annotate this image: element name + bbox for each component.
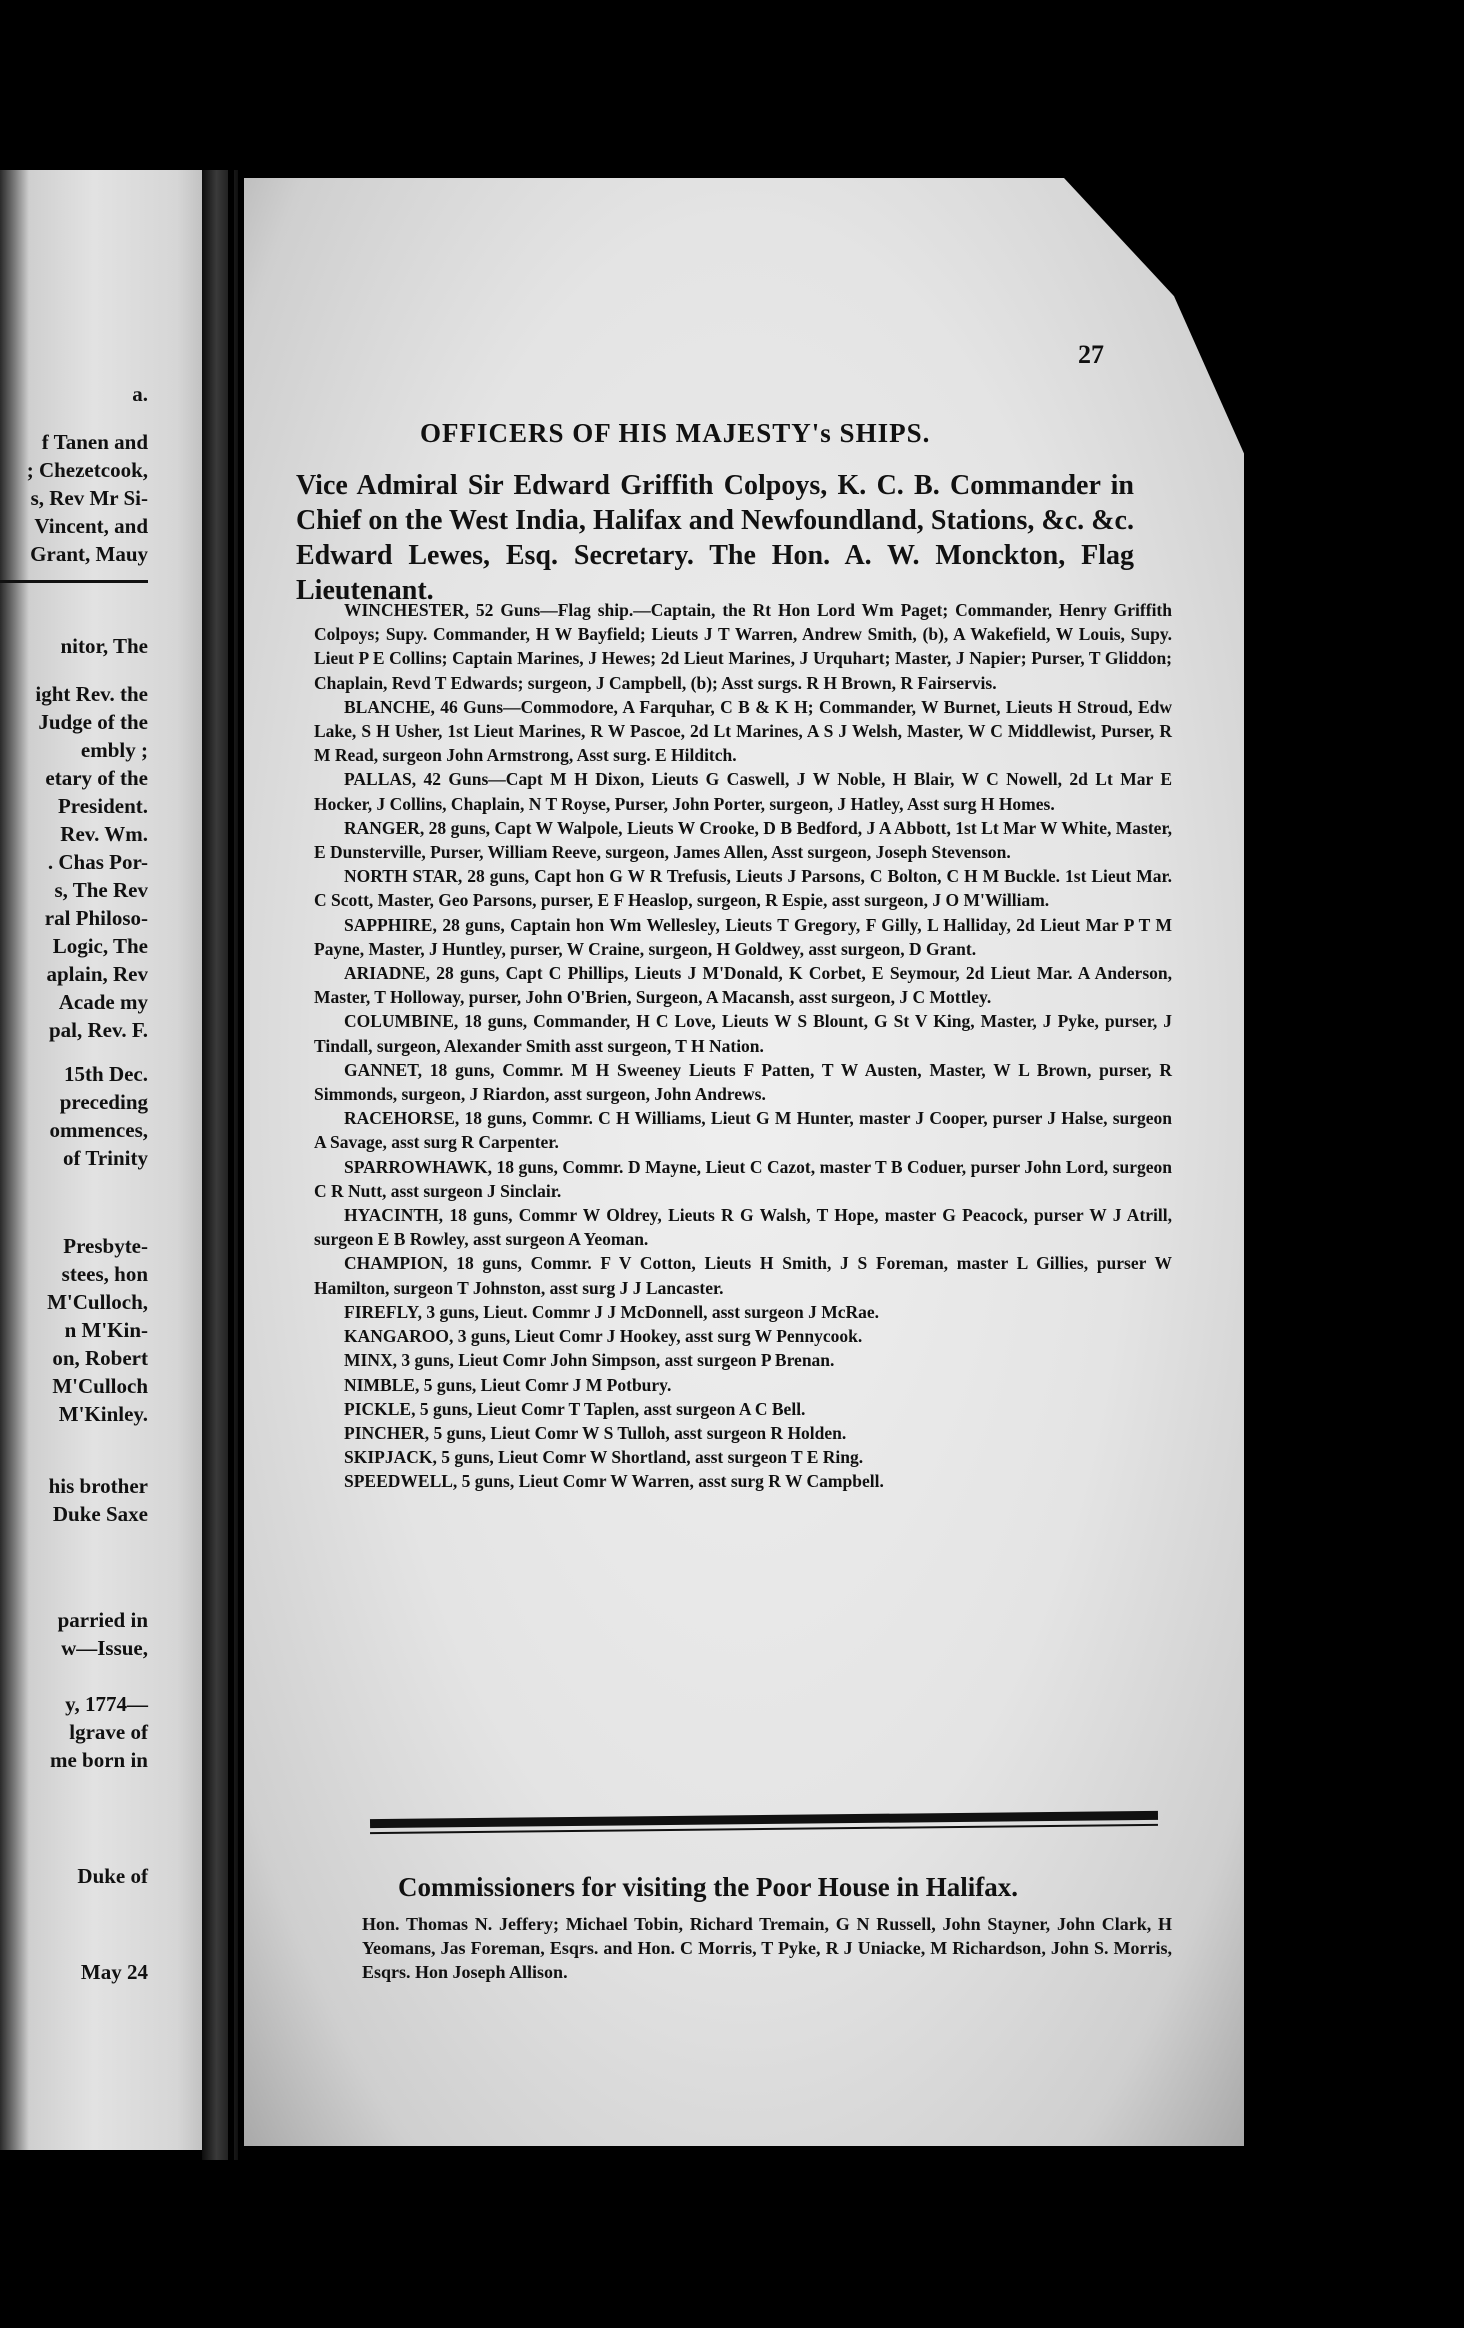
- left-divider-rule: [0, 580, 148, 583]
- left-text-line: f Tanen and: [41, 430, 148, 454]
- left-text-line: Logic, The: [52, 934, 148, 958]
- left-text-line: Duke of: [77, 1864, 148, 1888]
- left-text-line: Presbyte-: [63, 1234, 148, 1258]
- left-text-line: his brother: [48, 1474, 148, 1498]
- left-text-line: M'Kinley.: [58, 1402, 148, 1426]
- ship-entry: GANNET, 18 guns, Commr. M H Sweeney Lieuts F Patten, T W Austen, Master, W L Brown, purser, R Simmonds, surgeon, J Riardon, asst surgeon, John Andrews.: [314, 1059, 1172, 1105]
- left-text-line: s, The Rev: [54, 878, 148, 902]
- ship-entry: CHAMPION, 18 guns, Commr. F V Cotton, Lieuts H Smith, J S Foreman, master L Gillies, purser W Hamilton, surgeon T Johnston, asst surg J J Lancaster.: [314, 1253, 1172, 1298]
- ship-entry: COLUMBINE, 18 guns, Commander, H C Love, Lieuts W S Blount, G St V King, Master, J Pyke, purser, J Tindall, surgeon, Alexander Smith asst surgeon, T H Nation.: [314, 1011, 1172, 1056]
- left-text-line: . Chas Por-: [47, 850, 148, 874]
- ship-entry: SKIPJACK, 5 guns, Lieut Comr W Shortland, asst surgeon T E Ring.: [344, 1447, 864, 1468]
- left-text-line: President.: [57, 794, 148, 818]
- ship-entry: NORTH STAR, 28 guns, Capt hon G W R Trefusis, Lieuts J Parsons, C Bolton, C H M Buckle. 1st Lieut Mar. C Scott, Master, Geo Parsons, purser, E F Heaslop, surgeon, R Espie, asst surgeon, J O M'William.: [314, 866, 1172, 911]
- left-text-line: nitor, The: [60, 634, 148, 658]
- left-text-line: a.: [132, 382, 148, 406]
- left-text-line: M'Culloch,: [47, 1290, 148, 1314]
- ship-entry: NIMBLE, 5 guns, Lieut Comr J M Potbury.: [344, 1374, 672, 1395]
- left-page-fragment: [0, 170, 208, 2150]
- left-text-line: parried in: [57, 1608, 148, 1632]
- ship-entry: PALLAS, 42 Guns—Capt M H Dixon, Lieuts G Caswell, J W Noble, H Blair, W C Nowell, 2d Lt Mar E Hocker, J Collins, Chaplain, N T Royse, Purser, John Porter, surgeon, J Hatley, Asst surg H Homes.: [314, 769, 1172, 814]
- ship-entry: PICKLE, 5 guns, Lieut Comr T Taplen, asst surgeon A C Bell.: [344, 1398, 806, 1419]
- ship-entry: ARIADNE, 28 guns, Capt C Phillips, Lieuts J M'Donald, K Corbet, E Seymour, 2d Lieut Mar. A Anderson, Master, T Holloway, purser, John O'Brien, Surgeon, A Macansh, asst surgeon, J C Mottley.: [314, 963, 1172, 1008]
- ship-entry: SPEEDWELL, 5 guns, Lieut Comr W Warren, asst surg R W Campbell.: [344, 1471, 884, 1492]
- left-text-line: ight Rev. the: [35, 682, 148, 706]
- left-text-line: preceding: [59, 1090, 148, 1114]
- left-text-line: ommences,: [49, 1118, 148, 1142]
- ships-list: [314, 598, 1172, 1494]
- gutter-line: [228, 170, 234, 2160]
- commissioners-heading: Commissioners for visiting the Poor House in Halifax.: [398, 1872, 1018, 1902]
- left-text-line: lgrave of: [69, 1720, 148, 1744]
- left-text-line: embly ;: [80, 738, 148, 762]
- ship-entry: SPARROWHAWK, 18 guns, Commr. D Mayne, Lieut C Cazot, master T B Coduer, purser John Lord, surgeon C R Nutt, asst surgeon J Sinclair.: [314, 1156, 1172, 1201]
- left-text-line: w—Issue,: [61, 1636, 148, 1660]
- ship-entry: PINCHER, 5 guns, Lieut Comr W S Tulloh, asst surgeon R Holden.: [344, 1422, 847, 1443]
- left-text-line: Judge of the: [38, 710, 148, 734]
- left-text-line: stees, hon: [61, 1262, 148, 1286]
- left-text-line: Rev. Wm.: [60, 822, 148, 846]
- page-number: 27: [1078, 340, 1104, 369]
- left-text-line: aplain, Rev: [46, 962, 148, 986]
- ship-entry: MINX, 3 guns, Lieut Comr John Simpson, asst surgeon P Brenan.: [344, 1350, 835, 1371]
- commander-intro: Vice Admiral Sir Edward Griffith Colpoys, K. C. B. Commander in Chief on the West India, Halifax and Newfoundland, Stations, &c. &c. Edward Lewes, Esq. Secretary. The Hon. A. W. Monckton, Flag Lieutenant.: [296, 470, 1134, 606]
- left-text-line: on, Robert: [52, 1346, 148, 1370]
- left-text-line: May 24: [80, 1960, 148, 1984]
- ship-entry: SAPPHIRE, 28 guns, Captain hon Wm Wellesley, Lieuts T Gregory, F Gilly, L Halliday, 2d Lieut Mar P T M Payne, Master, J Huntley, purser, W Craine, surgeon, H Goldwey, asst surgeon, D Grant.: [314, 914, 1172, 959]
- left-text-line: 15th Dec.: [64, 1062, 148, 1086]
- left-text-line: Vincent, and: [34, 514, 148, 538]
- left-text-line: y, 1774—: [65, 1692, 148, 1716]
- ship-entry: RANGER, 28 guns, Capt W Walpole, Lieuts W Crooke, D B Bedford, J A Abbott, 1st Lt Mar W White, Master, E Dunsterville, Purser, William Reeve, surgeon, James Allen, Asst surgeon, Joseph Stevenson.: [314, 817, 1172, 863]
- left-text-line: ral Philoso-: [44, 906, 148, 930]
- left-text-line: n M'Kin-: [64, 1318, 148, 1342]
- page-heading: OFFICERS OF HIS MAJESTY's SHIPS.: [420, 418, 931, 448]
- left-text-line: Grant, Mauy: [30, 542, 148, 566]
- ship-entry: HYACINTH, 18 guns, Commr W Oldrey, Lieuts R G Walsh, T Hope, master G Peacock, purser W J Atrill, surgeon E B Rowley, asst surgeon A Yeoman.: [314, 1205, 1172, 1250]
- left-text-line: Acade my: [58, 990, 148, 1014]
- left-text-line: Duke Saxe: [52, 1502, 148, 1526]
- ship-entry: RACEHORSE, 18 guns, Commr. C H Williams, Lieut G M Hunter, master J Cooper, purser J Halse, surgeon A Savage, asst surg R Carpenter.: [314, 1108, 1172, 1153]
- left-text-line: me born in: [49, 1748, 148, 1772]
- ship-entry: WINCHESTER, 52 Guns—Flag ship.—Captain, the Rt Hon Lord Wm Paget; Commander, Henry Griffith Colpoys; Supy. Commander, H W Bayfield; Lieuts J T Warren, Andrew Smith, (b), A Wakefield, W Louis, Supy. Lieut P E Collins; Captain Marines, J Hewes; 2d Lieut Marines, J Urquhart; Master, J Napier; Purser, T Gliddon; Chaplain, Revd T Edwards; surgeon, J Campbell, (b); Asst surgs. R H Brown, R Fairservis.: [314, 600, 1172, 693]
- left-text-line: pal, Rev. F.: [49, 1018, 148, 1042]
- left-text-line: ; Chezetcook,: [26, 458, 148, 482]
- ship-entry: FIREFLY, 3 guns, Lieut. Commr J J McDonnell, asst surgeon J McRae.: [344, 1301, 880, 1322]
- ship-entry: BLANCHE, 46 Guns—Commodore, A Farquhar, C B & K H; Commander, W Burnet, Lieuts H Stroud, Edw Lake, S H Usher, 1st Lieut Marines, R W Pascoe, 2d Lt Marines, A S J Welsh, Master, W C Middlewist, Purser, R M Read, surgeon John Armstrong, Asst surg. E Hilditch.: [314, 696, 1172, 766]
- left-text-line: s, Rev Mr Si-: [30, 486, 148, 510]
- left-text-line: etary of the: [45, 766, 148, 790]
- commissioners-list: Hon. Thomas N. Jeffery; Michael Tobin, Richard Tremain, G N Russell, John Stayner, John Clark, H Yeomans, Jas Foreman, Esqrs. and Hon. C Morris, T Pyke, R J Uniacke, M Richardson, John S. Morris, Esqrs. Hon Joseph Allison.: [362, 1914, 1172, 1982]
- ship-entry: KANGAROO, 3 guns, Lieut Comr J Hookey, asst surg W Pennycook.: [344, 1326, 863, 1347]
- left-text-line: M'Culloch: [52, 1374, 148, 1398]
- left-text-line: of Trinity: [63, 1146, 148, 1170]
